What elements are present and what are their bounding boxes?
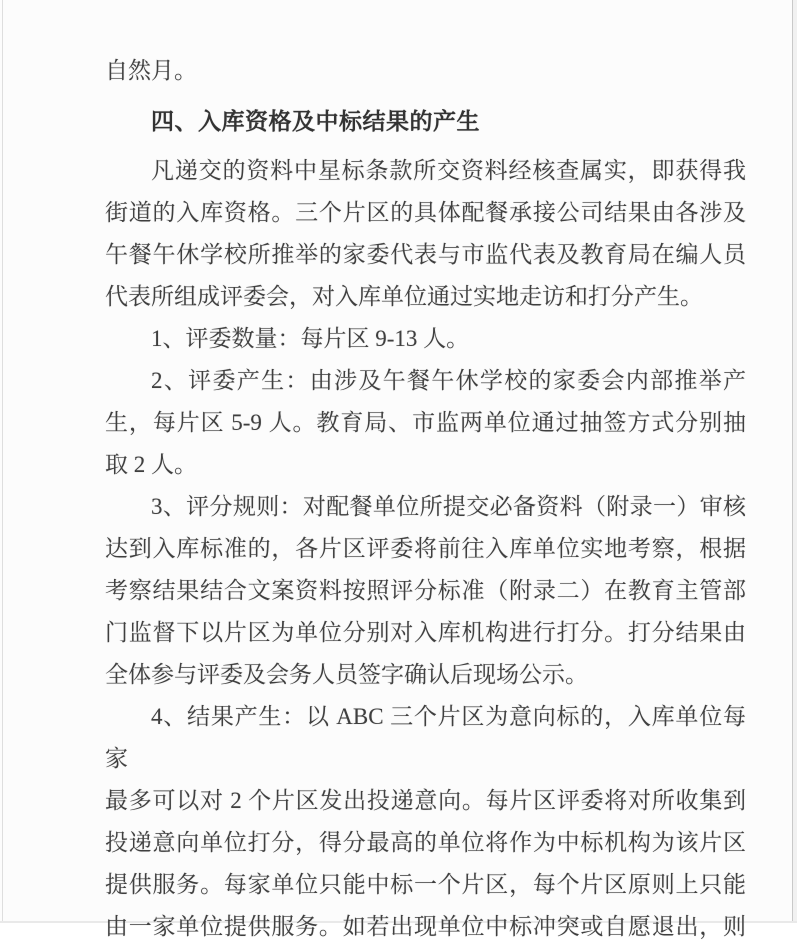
text-line: 全体参与评委及会务人员签字确认后现场公示。	[105, 662, 588, 687]
paragraph	[105, 150, 746, 318]
text-line: 取 2 人。	[105, 452, 197, 477]
text-line: 午餐午休学校所推举的家委代表与市监代表及教育局在编人员	[105, 242, 746, 267]
text-line: 4、结果产生：以 ABC 三个片区为意向标的，入库单位每家	[105, 704, 746, 771]
text-line: 达到入库标准的，各片区评委将前往入库单位实地考察，根据	[105, 536, 746, 561]
text-line: 门监督下以片区为单位分别对入库机构进行打分。打分结果由	[105, 620, 746, 645]
text-line: 自然月。	[105, 58, 197, 83]
scan-edge-right-strip	[793, 0, 797, 923]
text-line: 街道的入库资格。三个片区的具体配餐承接公司结果由各涉及	[105, 200, 746, 225]
paragraph	[105, 318, 746, 360]
scan-edge-left	[2, 0, 3, 923]
paragraph	[105, 50, 746, 92]
text-line: 1、评委数量：每片区 9-13 人。	[151, 326, 470, 351]
text-line: 最多可以对 2 个片区发出投递意向。每片区评委将对所收集到	[105, 788, 746, 813]
paragraph	[105, 486, 746, 696]
text-line: 2、评委产生：由涉及午餐午休学校的家委会内部推举产	[151, 368, 746, 393]
text-line: 考察结果结合文案资料按照评分标准（附录二）在教育主管部	[105, 578, 746, 603]
section-heading	[105, 100, 746, 142]
paragraph	[105, 696, 746, 948]
text-line: 提供服务。每家单位只能中标一个片区，每个片区原则上只能	[105, 872, 746, 897]
scan-edge-right	[792, 0, 793, 923]
text-line: 代表所组成评委会，对入库单位通过实地走访和打分产生。	[105, 284, 703, 309]
document-body	[105, 50, 746, 948]
text-line: 3、评分规则：对配餐单位所提交必备资料（附录一）审核	[151, 494, 746, 519]
text-line: 由一家单位提供服务。如若出现单位中标冲突或自愿退出，则	[105, 914, 746, 939]
text-line: 生，每片区 5-9 人。教育局、市监两单位通过抽签方式分别抽	[105, 410, 746, 435]
text-line: 凡递交的资料中星标条款所交资料经核查属实，即获得我	[151, 158, 746, 183]
heading-line: 四、入库资格及中标结果的产生	[151, 108, 480, 134]
paragraph	[105, 360, 746, 486]
text-line: 投递意向单位打分，得分最高的单位将作为中标机构为该片区	[105, 830, 746, 855]
